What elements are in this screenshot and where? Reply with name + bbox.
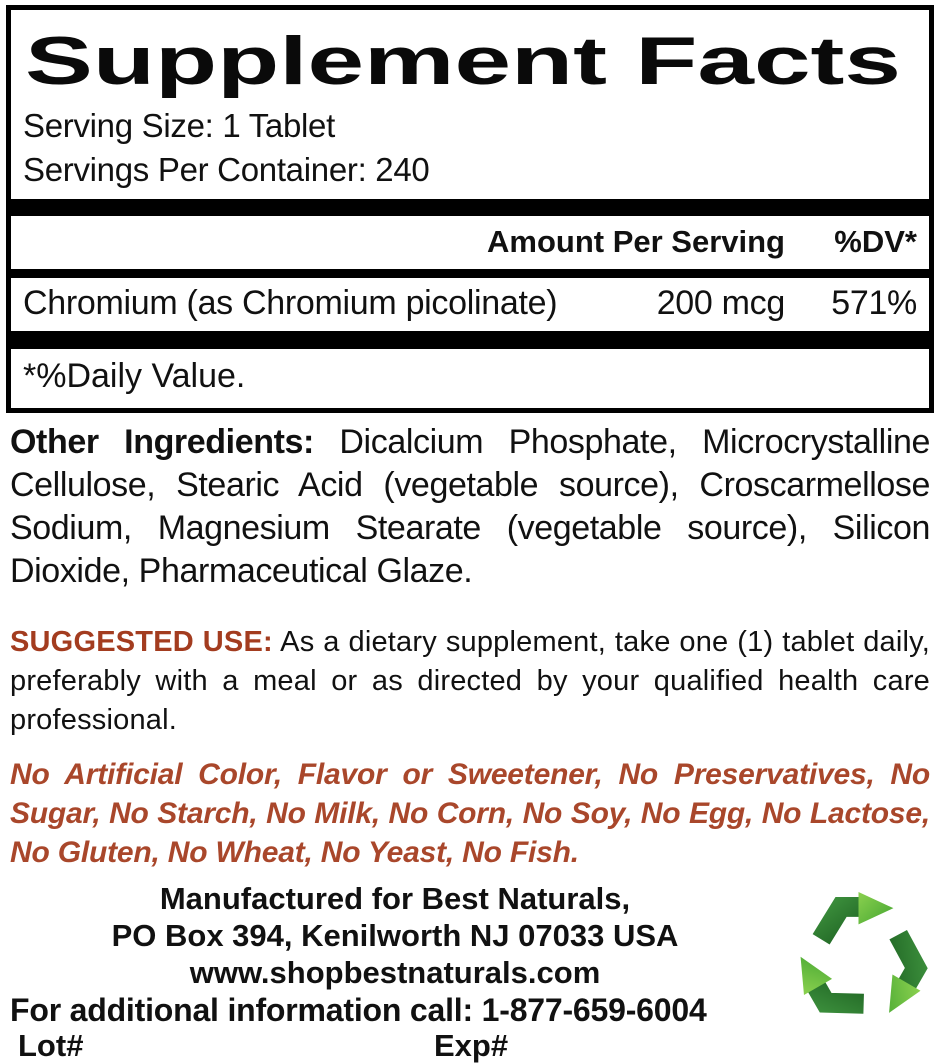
- nutrient-row: [23, 278, 917, 331]
- amount-per-serving-header: Amount Per Serving: [487, 224, 785, 259]
- manufacturer-block: [0, 880, 790, 991]
- supplement-facts-title: [23, 16, 915, 104]
- divider-thick-bottom: [11, 331, 929, 349]
- suggested-use-paragraph: [0, 623, 940, 740]
- nutrient-amount: 200 mcg: [656, 284, 785, 322]
- suggested-use-text: As a dietary supplement, take one (1) tablet daily, preferably with a meal or as directed by your qualified health care professional.: [10, 626, 930, 736]
- manufacturer-line2: PO Box 394, Kenilworth NJ 07033 USA: [111, 918, 679, 953]
- recycle-icon-svg: [786, 882, 936, 1034]
- manufacturer-footer: [0, 880, 940, 1063]
- allergen-claim: No Artificial Color, Flavor or Sweetener, No Preservatives, No Sugar, No Starch, No Milk, No Corn, No Soy, No Egg, No Lactose, No Gluten, No Wheat, No Yeast, No Fish.: [10, 758, 930, 869]
- suggested-use-heading: SUGGESTED USE:: [10, 626, 273, 658]
- other-ingredients-paragraph: [0, 421, 940, 593]
- lot-label: Lot#: [18, 1028, 84, 1063]
- manufacturer-line1: Manufactured for Best Naturals,: [159, 881, 631, 916]
- daily-value-footnote: *%Daily Value.: [23, 357, 246, 395]
- divider-thick-top: [11, 199, 929, 216]
- manufacturer-website: www.shopbestnaturals.com: [189, 955, 601, 990]
- servings-per-container: Servings Per Container: 240: [23, 151, 430, 188]
- supplement-facts-title-text: Supplement Facts: [25, 23, 901, 99]
- nutrient-name: Chromium (as Chromium picolinate): [23, 284, 558, 322]
- other-ingredients-heading: Other Ingredients:: [10, 423, 314, 461]
- phone-line: For additional information call: 1-877-659-6004: [10, 992, 707, 1028]
- dv-header: %DV*: [834, 224, 917, 259]
- exp-label: Exp#: [434, 1028, 509, 1063]
- facts-header-row: [23, 216, 917, 269]
- divider-mid: [11, 269, 929, 278]
- serving-size: Serving Size: 1 Tablet: [23, 107, 335, 144]
- supplement-facts-panel: [6, 5, 934, 413]
- other-ingredients-text: Dicalcium Phosphate, Microcrystalline Cellulose, Stearic Acid (vegetable source), Croscarmellose Sodium, Magnesium Stearate (vegetable source), Silicon Dioxide, Pharmaceutical Glaze.: [10, 423, 930, 590]
- nutrient-dv: 571%: [831, 284, 917, 322]
- recycle-icon: [786, 882, 936, 1034]
- lot-exp-row: [0, 1029, 940, 1063]
